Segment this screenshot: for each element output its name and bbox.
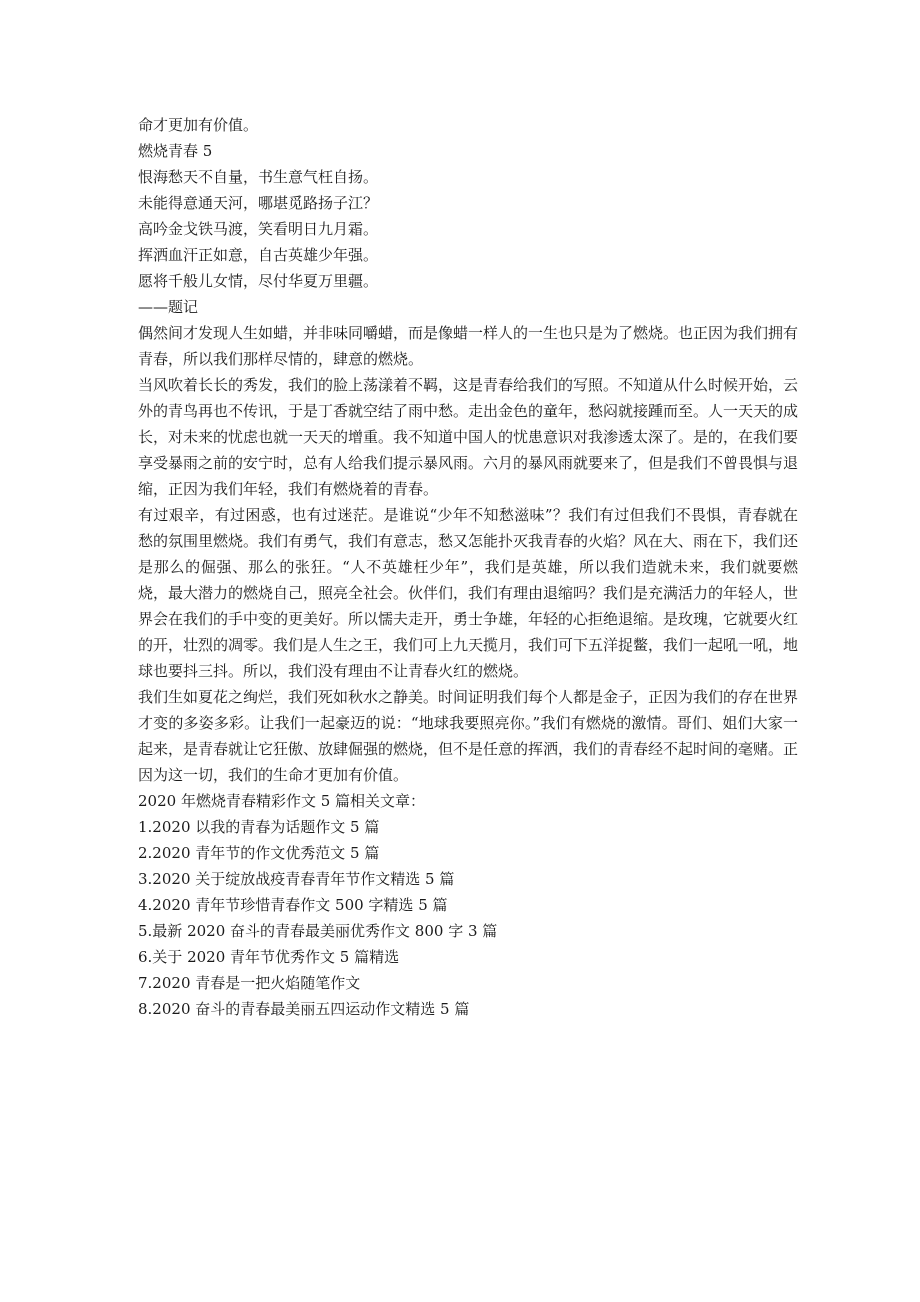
essay-paragraph: 我们生如夏花之绚烂，我们死如秋水之静美。时间证明我们每个人都是金子，正因为我们的存在世界才变的多姿多彩。让我们一起豪迈的说：“地球我要照亮你。”我们有燃烧的激情。哥们、姐们大家一起来，是青春就让它狂傲、放肆倔强的燃烧，但不是任意的挥洒，我们的青春经不起时间的毫赌。正因为这一切，我们的生命才更加有价值。	[138, 688, 799, 784]
essay-paragraph: 有过艰辛，有过困惑，也有过迷茫。是谁说“少年不知愁滋味”？我们有过但我们不畏惧，青春就在愁的氛围里燃烧。我们有勇气，我们有意志，愁又怎能扑灭我青春的火焰？风在大、雨在下，我们还是那么的倔强、那么的张狂。“人不英雄枉少年”，我们是英雄，所以我们造就未来，我们就要燃烧，最大潜力的燃烧自己，照亮全社会。伙伴们，我们有理由退缩吗？我们是充满活力的年轻人，世界会在我们的手中变的更美好。所以懦夫走开，勇士争雄，年轻的心拒绝退缩。是玫瑰，它就要火红的开，壮烈的凋零。我们是人生之王，我们可上九天揽月，我们可下五洋捉鳖，我们一起吼一吼，地球也要抖三抖。所以，我们没有理由不让青春火红的燃烧。	[138, 506, 799, 680]
essay-paragraph: 偶然间才发现人生如蜡，并非味同嚼蜡，而是像蜡一样人的一生也只是为了燃烧。也正因为我们拥有青春，所以我们那样尽情的，肆意的燃烧。	[138, 324, 799, 368]
essay-title: 燃烧青春 5	[138, 142, 213, 160]
related-article-link[interactable]: 3.2020 关于绽放战疫青春青年节作文精选 5 篇	[138, 870, 455, 888]
related-article-link[interactable]: 2.2020 青年节的作文优秀范文 5 篇	[138, 844, 380, 862]
related-article-link[interactable]: 6.关于 2020 青年节优秀作文 5 篇精选	[138, 948, 400, 966]
related-article-link[interactable]: 8.2020 奋斗的青春最美丽五四运动作文精选 5 篇	[138, 1000, 470, 1018]
related-article-link[interactable]: 1.2020 以我的青春为话题作文 5 篇	[138, 818, 380, 836]
related-article-link[interactable]: 4.2020 青年节珍惜青春作文 500 字精选 5 篇	[138, 896, 448, 914]
poem-line: 未能得意通天河，哪堪觅路扬子江？	[138, 194, 379, 212]
poem-line: 恨海愁天不自量，书生意气枉自扬。	[138, 168, 379, 186]
related-article-link[interactable]: 5.最新 2020 奋斗的青春最美丽优秀作文 800 字 3 篇	[138, 922, 498, 940]
inscription: ——题记	[138, 298, 199, 316]
related-heading: 2020 年燃烧青春精彩作文 5 篇相关文章：	[138, 792, 426, 810]
poem-line: 挥洒血汗正如意，自古英雄少年强。	[138, 246, 379, 264]
poem-line: 高吟金戈铁马渡，笑看明日九月霜。	[138, 220, 379, 238]
poem-line: 愿将千般儿女情，尽付华夏万里疆。	[138, 272, 379, 290]
opening-line: 命才更加有价值。	[138, 116, 259, 134]
related-article-link[interactable]: 7.2020 青春是一把火焰随笔作文	[138, 974, 361, 992]
essay-paragraph: 当风吹着长长的秀发，我们的脸上荡漾着不羁，这是青春给我们的写照。不知道从什么时候开始，云外的青鸟再也不传讯，于是丁香就空结了雨中愁。走出金色的童年，愁闷就接踵而至。人一天天的成长，对未来的忧虑也就一天天的增重。我不知道中国人的忧患意识对我渗透太深了。是的，在我们要享受暴雨之前的安宁时，总有人给我们提示暴风雨。六月的暴风雨就要来了，但是我们不曾畏惧与退缩，正因为我们年轻，我们有燃烧着的青春。	[138, 376, 799, 498]
document-body	[138, 112, 798, 1022]
